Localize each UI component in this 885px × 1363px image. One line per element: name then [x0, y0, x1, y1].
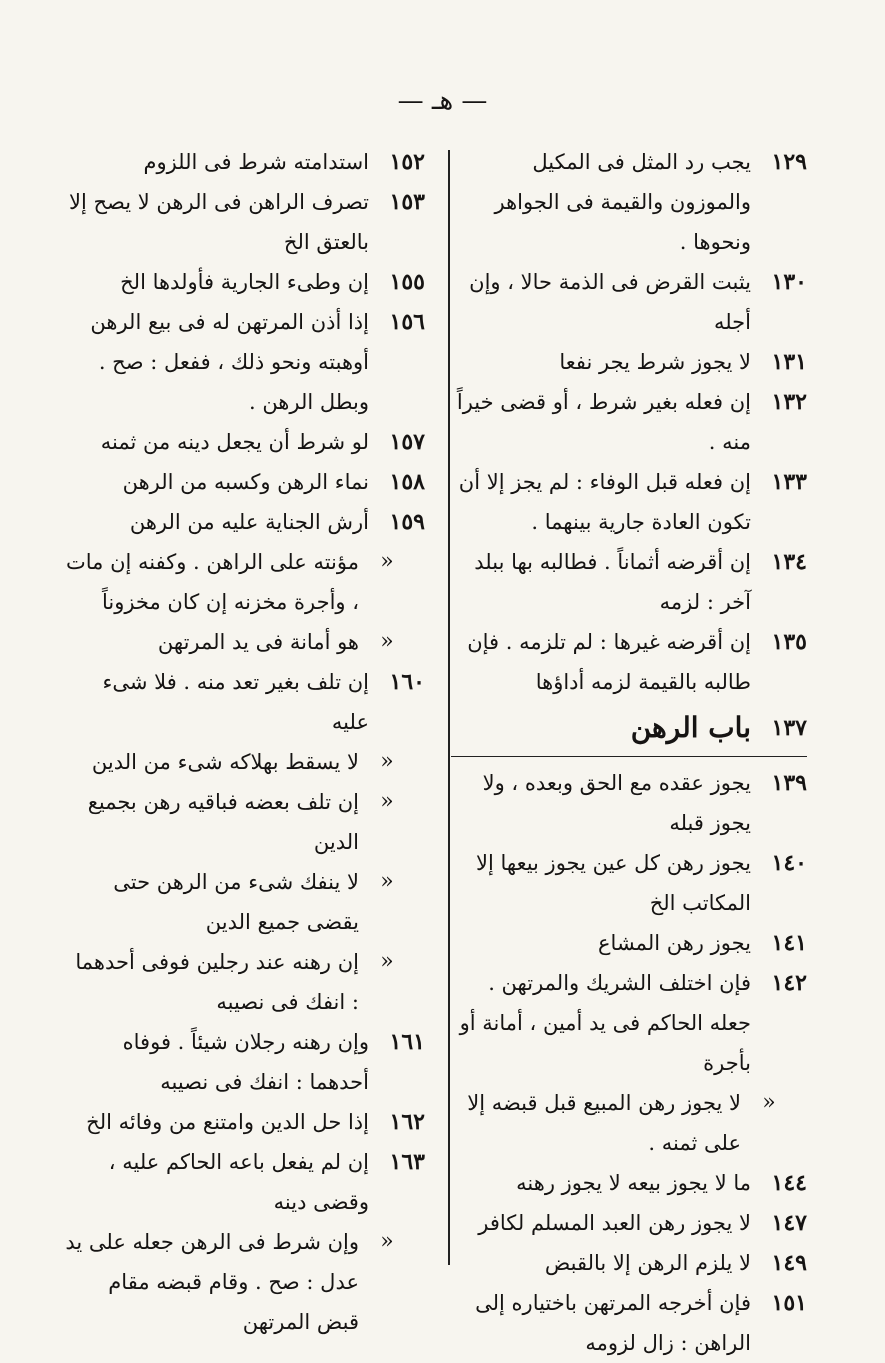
entry-text: لا يجوز رهن المبيع قبل قبضه إلا على ثمنه . — [467, 1091, 741, 1155]
entry-number: ١٥٧ — [389, 429, 425, 455]
ditto-mark: « — [380, 749, 394, 774]
entry-number: ١٣٢ — [771, 389, 807, 415]
section-rule — [451, 756, 807, 757]
entry-text: إذا أذن المرتهن له فى بيع الرهن أوهبته ونحو ذلك ، ففعل : صح . وبطل الرهن . — [90, 310, 369, 414]
entry-number: ١٣٥ — [771, 629, 807, 655]
index-entry — [63, 1222, 425, 1342]
left-column — [63, 142, 425, 1342]
index-entry — [63, 662, 425, 742]
right-column — [451, 142, 807, 1363]
entry-text: إن أقرضه غيرها : لم تلزمه . فإن طالبه بالقيمة لزمه أداؤها — [467, 630, 751, 694]
index-entry — [63, 142, 425, 182]
entry-text: لا يسقط بهلاكه شىء من الدين — [91, 750, 359, 774]
column-divider — [448, 150, 450, 1265]
entry-number: ١٣٤ — [771, 549, 807, 575]
entry-number: ١٥٦ — [389, 309, 425, 335]
entry-number: ١٥٨ — [389, 469, 425, 495]
entry-text: يجوز رهن المشاع — [598, 931, 751, 955]
index-entry — [63, 422, 425, 462]
entry-text: يثبت القرض فى الذمة حالا ، وإن أجله — [469, 270, 751, 334]
entry-text: إن تلف بغير تعد منه . فلا شىء عليه — [102, 670, 369, 734]
entry-number: ١٦٠ — [389, 669, 425, 695]
index-entry — [63, 182, 425, 262]
entry-number: ١٥١ — [771, 1290, 807, 1316]
index-entry — [63, 542, 425, 622]
ditto-mark: « — [380, 549, 394, 574]
entry-number: ١٤٧ — [771, 1210, 807, 1236]
entry-number: ١٣٣ — [771, 469, 807, 495]
index-entry — [451, 462, 807, 542]
entry-text: لا يجوز رهن العبد المسلم لكافر — [478, 1211, 751, 1235]
entry-number: ١٣٧ — [771, 715, 807, 741]
ditto-mark: « — [380, 629, 394, 654]
entry-number: ١٥٥ — [389, 269, 425, 295]
index-entry — [451, 843, 807, 923]
entry-text: هو أمانة فى يد المرتهن — [157, 630, 359, 654]
entry-text: استدامته شرط فى اللزوم — [143, 150, 369, 174]
entry-number: ١٣٩ — [771, 770, 807, 796]
entry-text: لو شرط أن يجعل دينه من ثمنه — [100, 430, 369, 454]
entry-text: لا يلزم الرهن إلا بالقبض — [544, 1251, 751, 1275]
index-entry — [451, 382, 807, 462]
entry-number: ١٥٣ — [389, 189, 425, 215]
entry-text: مؤنته على الراهن . وكفنه إن مات ، وأجرة مخزنه إن كان مخزوناً — [66, 550, 359, 614]
entry-text: فإن اختلف الشريك والمرتهن . جعله الحاكم فى يد أمين ، أمانة أو بأجرة — [459, 971, 751, 1075]
entry-number: ١٤٠ — [771, 850, 807, 876]
entry-number: ١٤١ — [771, 930, 807, 956]
entry-text: وإن شرط فى الرهن جعله على يد عدل : صح . وقام قبضه مقام قبض المرتهن — [65, 1230, 359, 1334]
entry-text: إن تلف بعضه فباقيه رهن بجميع الدين — [87, 790, 359, 854]
index-entry — [63, 302, 425, 422]
index-entry — [63, 462, 425, 502]
entry-text: إن فعله قبل الوفاء : لم يجز إلا أن تكون العادة جارية بينهما . — [458, 470, 751, 534]
entry-number: ١٤٩ — [771, 1250, 807, 1276]
index-entry — [63, 742, 425, 782]
section-heading — [451, 702, 807, 754]
ditto-mark: « — [380, 789, 394, 814]
index-entry — [63, 1102, 425, 1142]
entry-text: يجوز رهن كل عين يجوز بيعها إلا المكاتب الخ — [476, 851, 751, 915]
entry-text: لا يجوز شرط يجر نفعا — [559, 350, 751, 374]
index-entry — [63, 502, 425, 542]
entry-text: إن وطىء الجارية فأولدها الخ — [120, 270, 369, 294]
page-number-mark: — هـ — — [397, 86, 488, 116]
entry-text: وإن رهنه رجلان شيئاً . فوفاه أحدهما : انفك فى نصيبه — [122, 1030, 369, 1094]
entry-text: إذا حل الدين وامتنع من وفائه الخ — [86, 1110, 369, 1134]
entry-text: إن فعله بغير شرط ، أو قضى خيراً منه . — [456, 390, 751, 454]
entry-number: ١٤٢ — [771, 970, 807, 996]
entry-text: يجب رد المثل فى المكيل والموزون والقيمة فى الجواهر ونحوها . — [494, 150, 751, 254]
entry-text: إن أقرضه أثماناً . فطالبه بها ببلد آخر : لزمه — [474, 550, 751, 614]
index-entry — [451, 262, 807, 342]
index-entry — [63, 942, 425, 1022]
entry-number: ١٢٩ — [771, 149, 807, 175]
section-title: باب الرهن — [630, 711, 751, 744]
index-entry — [63, 862, 425, 942]
entry-text: ما لا يجوز بيعه لا يجوز رهنه — [516, 1171, 751, 1195]
ditto-mark: « — [380, 1229, 394, 1254]
entry-number: ١٥٩ — [389, 509, 425, 535]
entry-number: ١٦١ — [389, 1029, 425, 1055]
index-entry — [451, 142, 807, 262]
entry-number: ١٦٣ — [389, 1149, 425, 1175]
index-entry — [451, 622, 807, 702]
entry-text: نماء الرهن وكسبه من الرهن — [122, 470, 369, 494]
index-entry — [451, 963, 807, 1083]
index-entry — [63, 262, 425, 302]
index-entry — [451, 763, 807, 843]
entry-text: إن رهنه عند رجلين فوفى أحدهما : انفك فى نصيبه — [75, 950, 359, 1014]
index-entry — [451, 1203, 807, 1243]
index-entry — [63, 1022, 425, 1102]
entry-number: ١٣١ — [771, 349, 807, 375]
ditto-mark: « — [380, 869, 394, 894]
index-entry — [451, 1163, 807, 1203]
index-entry — [451, 923, 807, 963]
index-entry — [451, 342, 807, 382]
entry-number: ١٤٤ — [771, 1170, 807, 1196]
entry-text: تصرف الراهن فى الرهن لا يصح إلا بالعتق الخ — [69, 190, 369, 254]
index-entry — [63, 1142, 425, 1222]
entry-text: فإن أخرجه المرتهن باختياره إلى الراهن : زال لزومه — [475, 1291, 751, 1355]
index-entry — [63, 782, 425, 862]
index-entry — [451, 542, 807, 622]
entry-text: أرش الجناية عليه من الرهن — [129, 510, 369, 534]
index-entry — [63, 622, 425, 662]
index-entry — [451, 1083, 807, 1163]
entry-number: ١٣٠ — [771, 269, 807, 295]
entry-text: يجوز عقده مع الحق وبعده ، ولا يجوز قبله — [482, 771, 751, 835]
entry-text: لا ينفك شىء من الرهن حتى يقضى جميع الدين — [113, 870, 359, 934]
ditto-mark: « — [380, 949, 394, 974]
index-entry — [451, 1243, 807, 1283]
ditto-mark: « — [762, 1090, 776, 1115]
entry-number: ١٦٢ — [389, 1109, 425, 1135]
entry-text: إن لم يفعل باعه الحاكم عليه ، وقضى دينه — [108, 1150, 369, 1214]
index-entry — [451, 1283, 807, 1363]
entry-number: ١٥٢ — [389, 149, 425, 175]
